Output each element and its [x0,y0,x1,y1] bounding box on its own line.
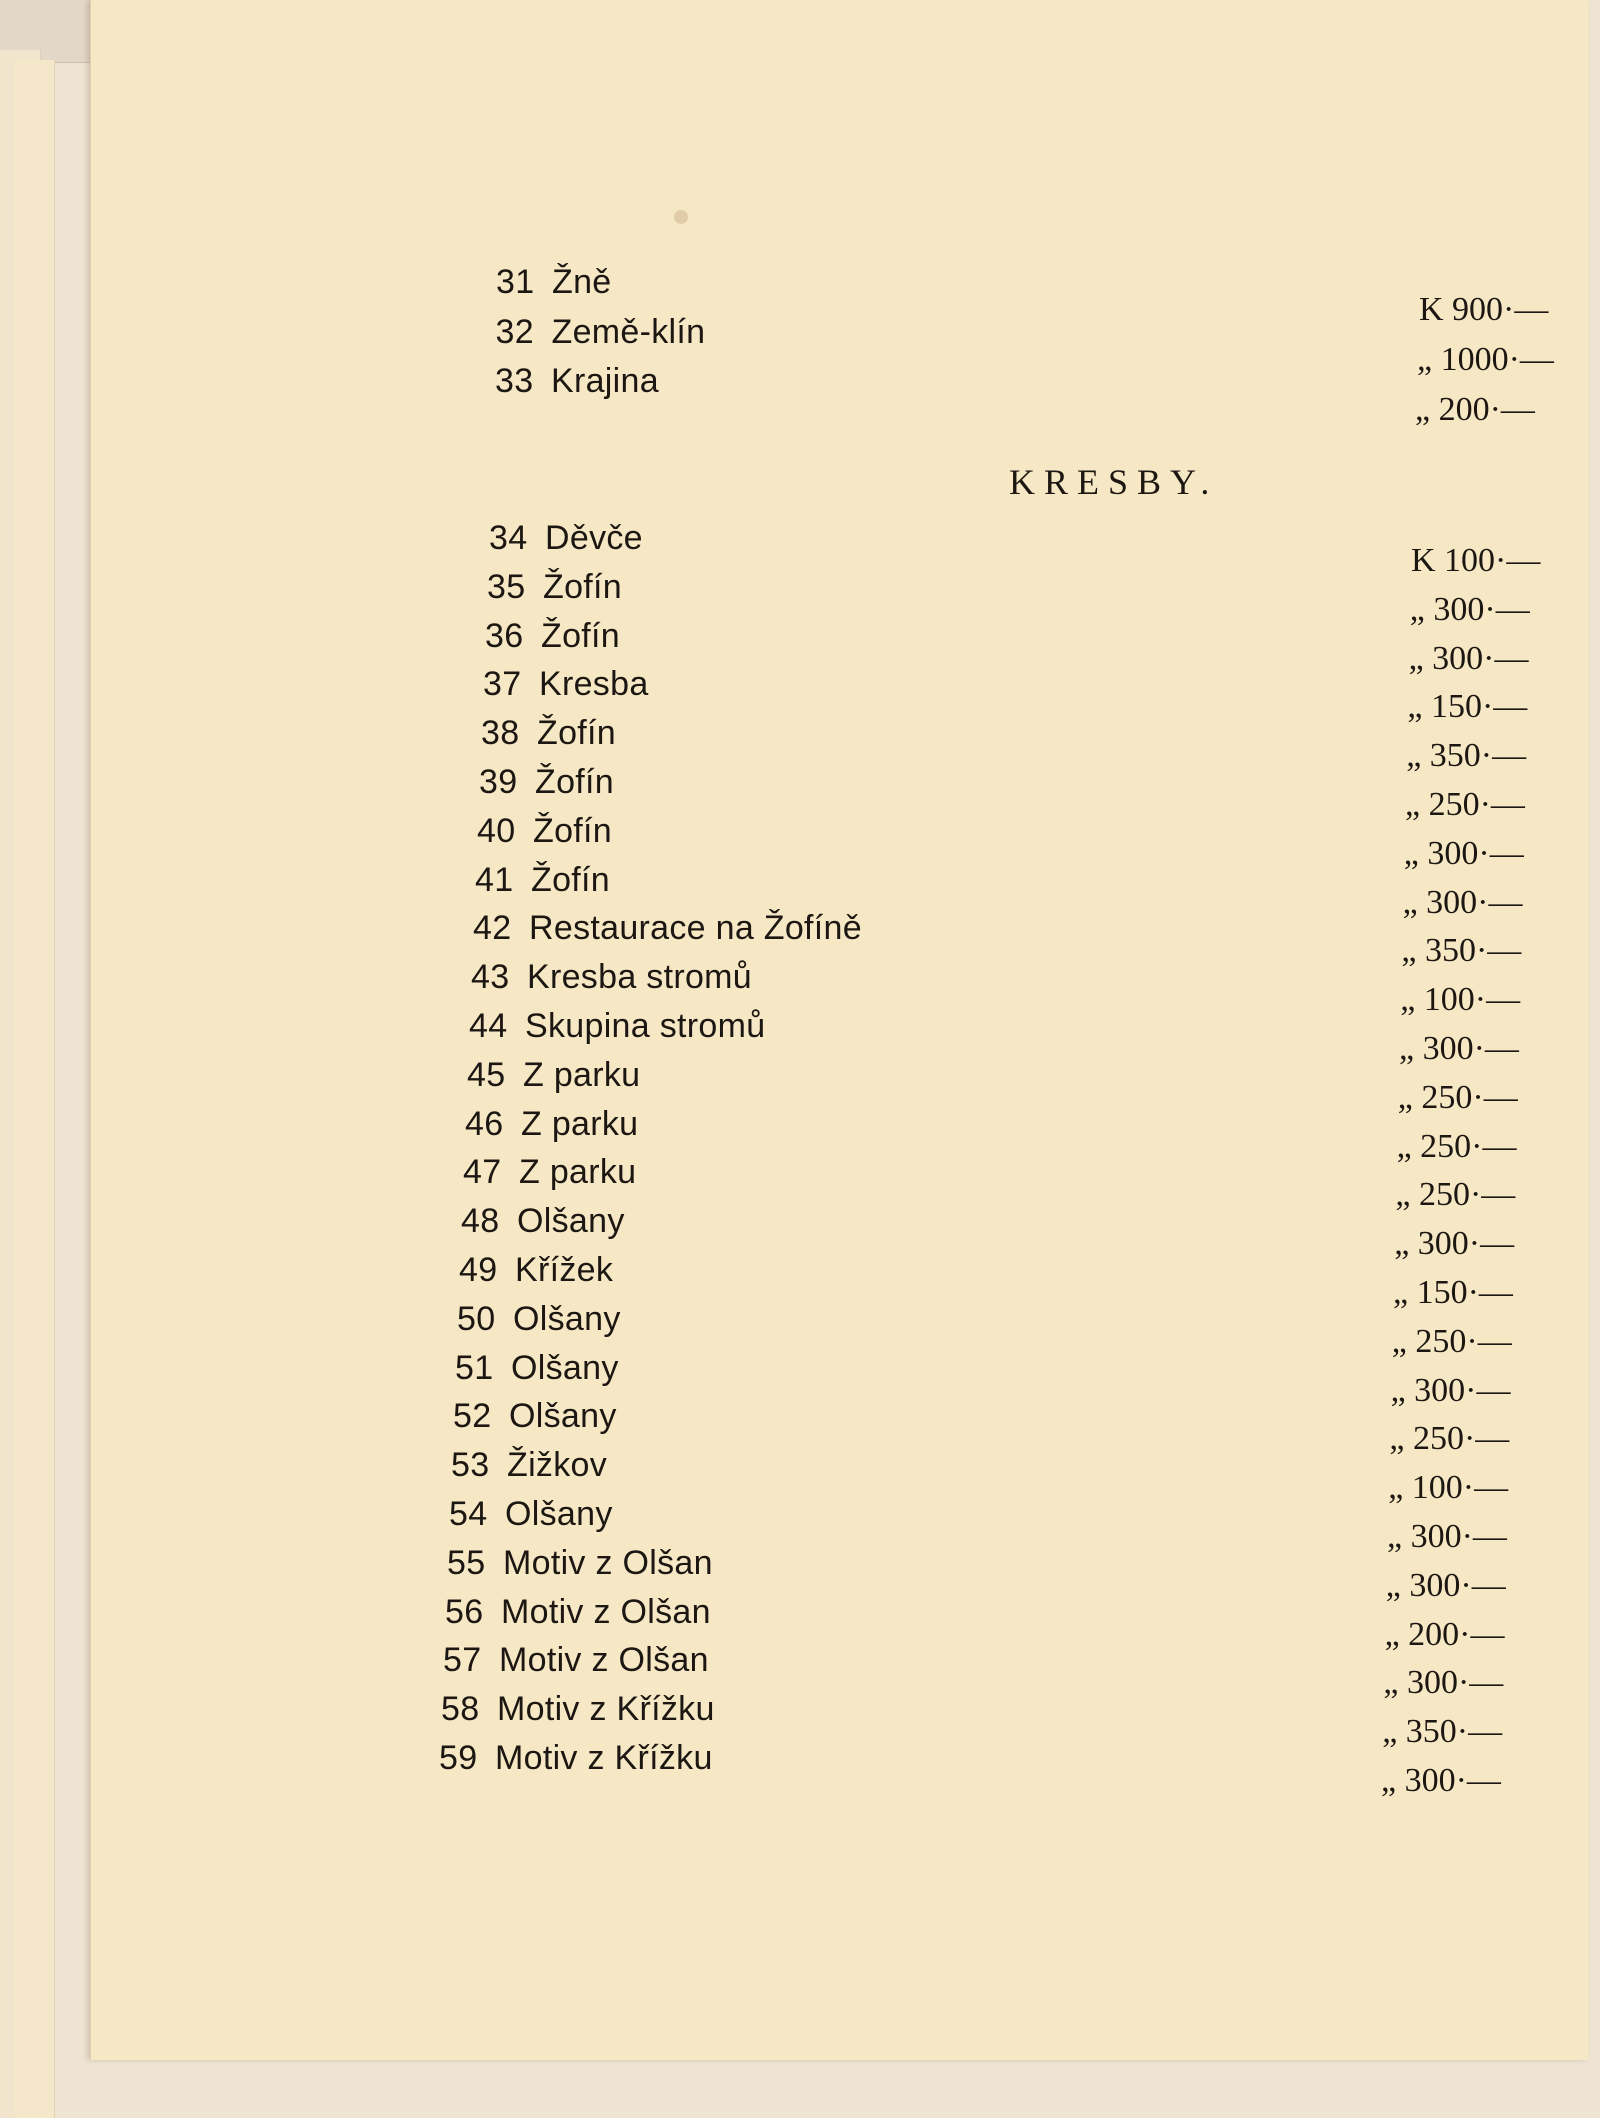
entry-price: „ 300·— [1402,883,1523,921]
entry-number: 34 [489,519,528,557]
entry-number: 46 [465,1104,504,1143]
entry-title: Olšany [511,1348,619,1387]
entry-number: 45 [467,1055,506,1094]
catalogue-entry [479,762,614,802]
entry-number: 43 [471,958,510,997]
catalogue-entry [483,664,649,704]
entry-number: 31 [496,263,535,301]
entry-number: 59 [439,1739,478,1777]
entry-number: 44 [469,1007,508,1045]
entry-number: 50 [457,1299,496,1338]
entry-number: 40 [477,811,516,850]
catalogue-entry [441,1689,715,1729]
entry-price: „ 100·— [1400,981,1521,1019]
entry-price: „ 1000·— [1417,341,1554,378]
entry-price: „ 350·— [1382,1713,1503,1751]
catalogue-entry [471,957,752,997]
entry-number: 36 [485,616,524,655]
catalogue-entry [481,713,616,753]
entry-number: 41 [475,860,514,899]
paper-blemish [674,210,688,224]
entry-title: Žižkov [507,1446,608,1485]
entry-title: Motiv z Olšan [499,1641,709,1680]
entry-price: „ 350·— [1401,932,1522,970]
catalogue-entry [473,908,862,948]
catalogue-entry [496,312,706,352]
catalogue-entry [453,1396,617,1436]
entry-title: Restaurace na Žofíně [529,909,862,948]
catalogue-entry [451,1445,607,1485]
entry-title: Olšany [513,1299,621,1338]
entry-title: Olšany [509,1397,617,1436]
catalogue-entry [439,1738,713,1778]
entry-price: „ 300·— [1403,834,1524,872]
entry-title: Motiv z Křížku [497,1690,715,1729]
catalogue-entry [449,1494,613,1534]
entry-price: „ 200·— [1384,1615,1505,1653]
catalogue-page [90,0,1589,2060]
entry-title: Křížek [515,1251,614,1289]
entry-price: „ 100·— [1388,1469,1509,1507]
entry-number: 48 [461,1202,500,1241]
entry-price: „ 300·— [1381,1762,1501,1799]
catalogue-entry [467,1055,640,1095]
entry-number: 57 [443,1641,482,1680]
entry-price: K 100·— [1411,542,1541,579]
entry-title: Žofín [543,567,622,606]
catalogue-entry [487,567,622,607]
entry-title: Žofín [541,616,620,655]
catalogue-entry [463,1152,636,1192]
entry-number: 52 [453,1397,492,1436]
entry-title: Krajina [551,362,659,400]
entry-title: Z parku [521,1104,639,1143]
entry-number: 37 [483,665,522,704]
entry-number: 32 [495,312,534,351]
entry-title: Kresba stromů [527,958,752,997]
entry-price: „ 300·— [1385,1566,1506,1604]
entry-number: 49 [459,1251,498,1289]
entry-price: „ 300·— [1408,639,1529,677]
entry-price: „ 200·— [1415,391,1535,428]
entry-title: Motiv z Křížku [495,1739,713,1777]
entry-number: 47 [463,1153,502,1192]
entry-number: 51 [455,1348,494,1387]
catalogue-entry [495,361,659,401]
catalogue-entry [455,1348,619,1388]
catalogue-entry [465,1104,638,1144]
entry-title: Kresba [539,665,649,704]
catalogue-entry [443,1640,709,1680]
catalogue-entry [496,262,612,302]
entry-price: „ 250·— [1389,1420,1510,1458]
entry-price: „ 250·— [1405,786,1525,823]
entry-price: „ 250·— [1396,1127,1517,1165]
catalogue-entry [447,1543,713,1583]
catalogue-entry [475,860,610,900]
entry-price: „ 250·— [1397,1078,1518,1116]
entry-price: „ 300·— [1383,1664,1504,1702]
entry-number: 35 [487,567,526,606]
entry-price: „ 150·— [1407,688,1528,726]
entry-price: „ 150·— [1393,1274,1513,1311]
entry-number: 33 [495,362,534,400]
entry-title: Olšany [505,1495,613,1533]
entry-title: Z parku [519,1153,637,1192]
entry-title: Žně [552,263,612,301]
catalogue-entry [459,1250,613,1290]
entry-title: Motiv z Olšan [503,1543,713,1582]
entry-title: Z parku [523,1055,641,1094]
entry-price: „ 250·— [1395,1176,1516,1214]
catalogue-entry [477,811,612,851]
entry-price: „ 300·— [1409,590,1530,628]
catalogue-entry [469,1006,765,1046]
entry-number: 55 [447,1543,486,1582]
entry-number: 42 [473,909,512,948]
entry-number: 53 [451,1446,490,1485]
entry-number: 38 [481,714,520,753]
entry-price: „ 300·— [1394,1225,1515,1263]
section-heading-kresby: KRESBY. [1009,462,1219,502]
entry-title: Žofín [531,860,610,899]
entry-title: Země-klín [551,312,706,351]
entry-price: „ 300·— [1390,1371,1511,1409]
entry-title: Žofín [537,714,616,753]
catalogue-entry [489,518,643,558]
entry-number: 54 [449,1495,488,1533]
catalogue-entry [485,616,620,656]
entry-title: Skupina stromů [525,1007,766,1045]
catalogue-entry [445,1592,711,1632]
entry-price: „ 350·— [1406,737,1527,775]
entry-title: Motiv z Olšan [501,1592,711,1631]
entry-title: Žofín [535,763,614,801]
catalogue-entry [461,1201,625,1241]
entry-title: Žofín [533,811,612,850]
back-sheet-left-inner [14,60,55,2118]
entry-number: 58 [441,1690,480,1729]
entry-title: Děvče [545,519,643,557]
catalogue-entry [457,1299,621,1339]
entry-number: 39 [479,763,518,801]
entry-number: 56 [445,1592,484,1631]
entry-title: Olšany [517,1202,625,1241]
entry-price: „ 300·— [1387,1518,1507,1555]
entry-price: K 900·— [1419,291,1549,328]
entry-price: „ 250·— [1391,1322,1512,1360]
entry-price: „ 300·— [1399,1030,1519,1067]
